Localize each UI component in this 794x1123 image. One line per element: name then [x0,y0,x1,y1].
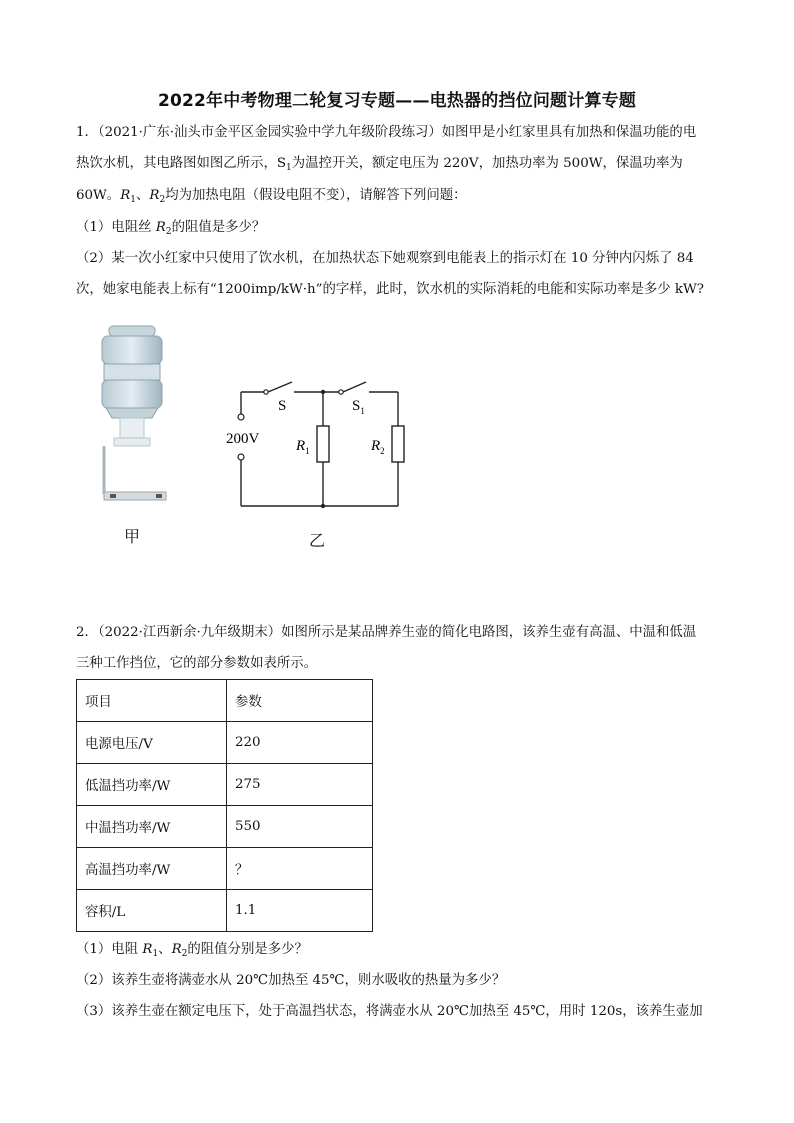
q2-stem-line2: 三种工作挡位，它的部分参数如表所示。 [76,656,318,671]
q2-stem-line1: 2．（2022·江西新余·九年级期末）如图所示是某品牌养生壶的简化电路图，该养生壶有高温、中温和低温 [76,625,697,640]
switch-s-label: S [278,398,287,414]
table-row [77,764,373,806]
table-row [77,722,373,764]
figure-label-yi: 乙 [309,531,326,550]
circuit-diagram [220,380,420,520]
table-row [77,806,373,848]
table-cell: 550 [227,806,373,848]
table-cell: 高温挡功率/W [77,848,227,890]
page-title: 2022年中考物理二轮复习专题——电热器的挡位问题计算专题 [157,91,637,111]
table-cell: 电源电压/V [77,722,227,764]
q2-subquestion-3: （3）该养生壶在额定电压下，处于高温挡状态，将满壶水从 20℃加热至 45℃，用时 120s，该养生壶加 [76,1004,703,1019]
water-dispenser-image [90,322,180,512]
table-cell: 参数 [227,680,373,722]
table-cell: 275 [227,764,373,806]
table-row [77,890,373,932]
q1-stem-line1: 1．（2021·广东·汕头市金平区金园实验中学九年级阶段练习）如图甲是小红家里具有加热和保温功能的电 [76,125,697,140]
figure-label-jia: 甲 [124,527,141,546]
table-cell: 1.1 [227,890,373,932]
table-row [77,848,373,890]
q2-subquestion-1: （1）电阻 $R_1$、$R_2$的阻值分别是多少？ [76,942,308,959]
q1-stem-line2: 热饮水机，其电路图如图乙所示，$S_1$为温控开关，额定电压为 220V，加热功率为 500W，保温功率为 [76,156,683,173]
switch-s1-label: $S_1$ [352,398,365,416]
q1-subquestion-2-line2: 次，她家电能表上标有“1200imp/kW·h”的字样，此时，饮水机的实际消耗的电能和实际功率是多少 kW? [76,282,704,297]
parameter-table [76,679,373,932]
table-cell: 220 [227,722,373,764]
table-cell: 中温挡功率/W [77,806,227,848]
table-cell: 容积/L [77,890,227,932]
resistor-r1-label: $R_1$ [296,438,310,456]
resistor-r2-label: $R_2$ [371,438,385,456]
table-cell: 低温挡功率/W [77,764,227,806]
q1-subquestion-1: （1）电阻丝 $R_2$的阻值是多少？ [76,220,266,237]
q1-subquestion-2-line1: （2）某一次小红家中只使用了饮水机，在加热状态下她观察到电能表上的指示灯在 10 分钟内闪烁了 84 [76,251,694,266]
table-cell: 项目 [77,680,227,722]
q2-subquestion-2: （2）该养生壶将满壶水从 20℃加热至 45℃，则水吸收的热量为多少？ [76,973,506,988]
q1-stem-line3: 60W。$R_1$、$R_2$均为加热电阻（假设电阻不变），请解答下列问题： [76,188,467,205]
table-cell: ？ [227,848,373,890]
table-row [77,680,373,722]
voltage-label: 200V [226,431,260,447]
